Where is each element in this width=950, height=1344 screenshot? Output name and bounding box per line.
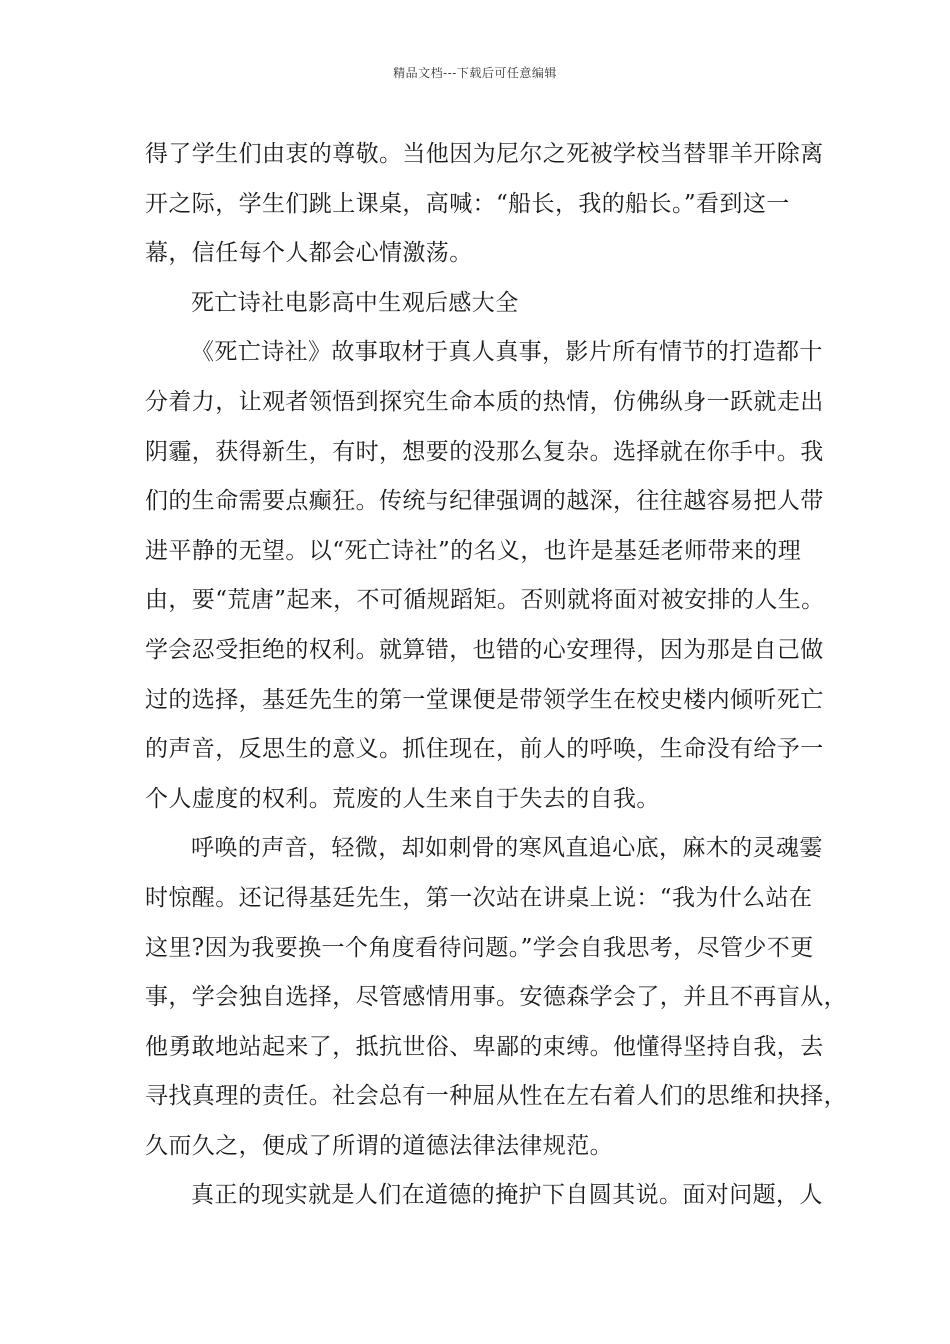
text-line: 事，学会独自选择，尽管感情用事。安德森学会了，并且不再盲从， xyxy=(145,984,847,1011)
text-line: 得了学生们由衷的尊敬。当他因为尼尔之死被学校当替罪羊开除离 xyxy=(145,141,824,167)
section-heading: 死亡诗社电影高中生观后感大全 xyxy=(191,289,519,316)
text-line: 过的选择，基廷先生的第一堂课便是带领学生在校史楼内倾听死亡 xyxy=(145,686,824,713)
text-line: 阴霾，获得新生，有时，想要的没那么复杂。选择就在你手中。我 xyxy=(145,438,824,465)
text-line: 时惊醒。还记得基廷先生，第一次站在讲桌上说：“我为什么站在 xyxy=(145,884,813,911)
text-line: 个人虚度的权利。荒废的人生来自于失去的自我。 xyxy=(145,785,660,812)
text-line: 寻找真理的责任。社会总有一种屈从性在左右着人们的思维和抉择， xyxy=(145,1083,847,1110)
text-line: 分着力，让观者领悟到探究生命本质的热情，仿佛纵身一跃就走出 xyxy=(145,388,824,415)
text-line: 《死亡诗社》故事取材于真人真事，影片所有情节的打造都十 xyxy=(191,339,823,366)
text-line: 呼唤的声音，轻微，却如刺骨的寒风直追心底，麻木的灵魂霎 xyxy=(191,835,823,862)
text-line: 们的生命需要点癫狂。传统与纪律强调的越深，往往越容易把人带 xyxy=(145,488,824,515)
page-header: 精品文档---下载后可任意编辑 xyxy=(393,66,557,80)
text-line: 这里?因为我要换一个角度看待问题。”学会自我思考，尽管少不更 xyxy=(145,934,814,961)
text-line: 学会忍受拒绝的权利。就算错，也错的心安理得，因为那是自己做 xyxy=(145,636,824,663)
text-line: 的声音，反思生的意义。抓住现在，前人的呼唤，生命没有给予一 xyxy=(145,736,824,763)
text-line: 进平静的无望。以“死亡诗社”的名义，也许是基廷老师带来的理 xyxy=(145,537,802,564)
document-body xyxy=(145,130,847,1221)
text-line: 幕，信任每个人都会心情激荡。 xyxy=(145,240,473,267)
text-line: 他勇敢地站起来了，抵抗世俗、卑鄙的束缚。他懂得坚持自我，去 xyxy=(145,1033,824,1060)
text-line: 真正的现实就是人们在道德的掩护下自圆其说。面对问题，人 xyxy=(191,1182,823,1209)
text-line: 久而久之，便成了所谓的道德法律法律规范。 xyxy=(145,1132,613,1159)
text-line: 由，要“荒唐”起来，不可循规蹈矩。否则就将面对被安排的人生。 xyxy=(145,587,825,614)
text-line: 开之际，学生们跳上课桌，高喊：“船长，我的船长。”看到这一 xyxy=(145,190,790,217)
